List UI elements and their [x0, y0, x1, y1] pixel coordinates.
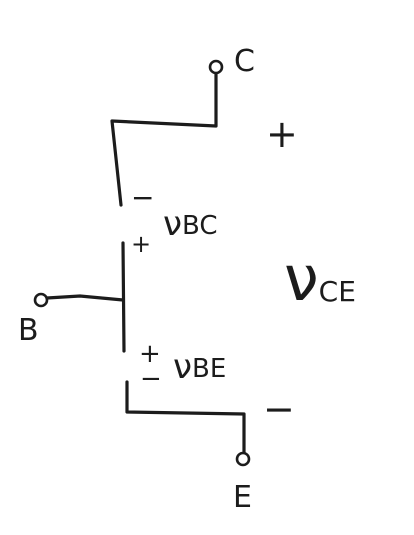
vbe-positive-sign: +	[139, 339, 161, 369]
collector-wire	[112, 73, 216, 205]
vce-negative-sign: −	[263, 387, 295, 431]
collector-label: C	[234, 44, 255, 79]
vbc-label	[163, 204, 218, 244]
vbe-subscript: BE	[192, 354, 227, 384]
vbc-positive-sign: +	[131, 230, 152, 258]
vbe-label	[173, 347, 226, 387]
vbc-symbol: ν	[163, 204, 182, 244]
base-wire	[47, 296, 123, 300]
vbc-negative-sign: −	[131, 181, 155, 214]
collector-terminal	[210, 61, 222, 73]
base-region-line	[123, 243, 124, 351]
vce-positive-sign: +	[266, 112, 298, 156]
vbe-symbol: ν	[173, 347, 192, 387]
vbe-negative-sign: −	[140, 364, 162, 394]
vce-subscript: CE	[318, 275, 356, 308]
vbc-subscript: BC	[182, 211, 218, 241]
vce-label	[284, 242, 356, 315]
emitter-terminal	[237, 453, 249, 465]
vce-symbol: ν	[284, 242, 319, 315]
base-terminal	[35, 294, 47, 306]
emitter-label: E	[233, 480, 252, 515]
base-label: B	[18, 313, 39, 348]
